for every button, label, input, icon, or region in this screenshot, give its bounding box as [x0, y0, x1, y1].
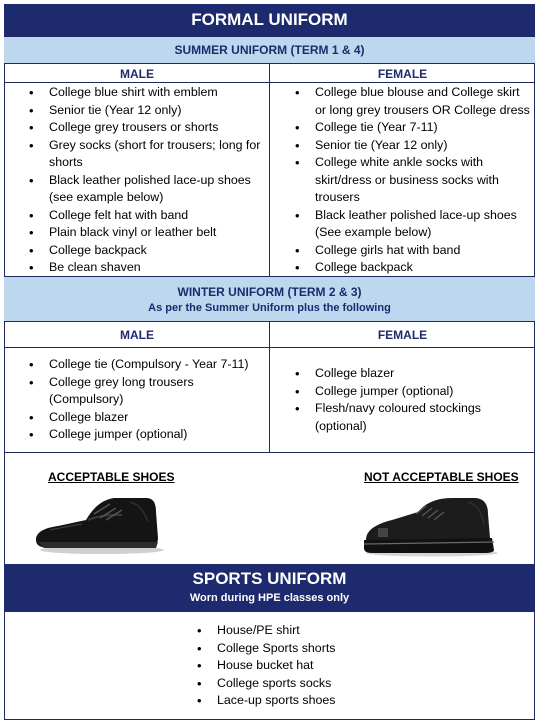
list-item: • College grey long trousers (Compulsory) [49, 374, 265, 409]
winter-female-header: FEMALE [377, 328, 428, 342]
winter-male-list [49, 356, 265, 444]
list-item: • College Sports shorts [217, 640, 417, 658]
list-item: • Flesh/navy coloured stockings (optional) [315, 400, 533, 435]
sports-uniform-subtitle: Worn during HPE classes only [189, 592, 350, 604]
summer-male-header: MALE [120, 67, 154, 81]
list-item: • Senior tie (Year 12 only) [49, 102, 265, 120]
list-item: • Black leather polished lace-up shoes (See example below) [315, 207, 533, 242]
summer-female-list [315, 84, 533, 277]
list-item: • Lace-up sports shoes [217, 692, 417, 710]
list-item: • College blazer [315, 365, 533, 383]
winter-uniform-subtitle: As per the Summer Uniform plus the following [148, 302, 391, 314]
sports-uniform-title: SPORTS UNIFORM [192, 569, 347, 588]
list-item: • College girls hat with band [315, 242, 533, 260]
list-item: • Grey socks (short for trousers; long for shorts [49, 137, 265, 172]
winter-uniform-title: WINTER UNIFORM (TERM 2 & 3) [177, 285, 362, 299]
list-item: • College sports socks [217, 675, 417, 693]
not-acceptable-shoes-label: NOT ACCEPTABLE SHOES [364, 470, 519, 484]
sports-list [217, 622, 417, 710]
canvas-sneaker-icon [356, 490, 502, 558]
formal-uniform-title: FORMAL UNIFORM [4, 4, 535, 36]
winter-female-list [315, 365, 533, 435]
list-item: • Plain black vinyl or leather belt [49, 224, 265, 242]
summer-female-header: FEMALE [377, 67, 428, 81]
list-item: • College grey trousers or shorts [49, 119, 265, 137]
list-item: • House bucket hat [217, 657, 417, 675]
summer-uniform-header: SUMMER UNIFORM (TERM 1 & 4) [4, 36, 535, 64]
list-item: • College blue shirt with emblem [49, 84, 265, 102]
list-item: • Be clean shaven [49, 259, 265, 277]
summer-male-list [49, 84, 265, 277]
list-item: • College felt hat with band [49, 207, 265, 225]
list-item: • House/PE shirt [217, 622, 417, 640]
list-item: • Black leather polished lace-up shoes (see example below) [49, 172, 265, 207]
list-item: • College backpack [315, 259, 533, 277]
list-item: • College jumper (optional) [315, 383, 533, 401]
list-item: • College tie (Compulsory - Year 7-11) [49, 356, 265, 374]
list-item: • Senior tie (Year 12 only) [315, 137, 533, 155]
winter-male-header: MALE [120, 328, 154, 342]
list-item: • College backpack [49, 242, 265, 260]
list-item: • College blue blouse and College skirt or long grey trousers OR College dress [315, 84, 533, 119]
acceptable-shoes-label: ACCEPTABLE SHOES [48, 470, 175, 484]
list-item: • College tie (Year 7-11) [315, 119, 533, 137]
divider [4, 452, 535, 453]
list-item: • College white ankle socks with skirt/dress or business socks with trousers [315, 154, 533, 207]
winter-uniform-header [4, 276, 535, 322]
list-item: • College blazer [49, 409, 265, 427]
divider [269, 64, 270, 276]
sports-uniform-header [4, 564, 535, 612]
leather-school-shoe-icon [30, 488, 170, 556]
divider [269, 322, 270, 452]
list-item: • College jumper (optional) [49, 426, 265, 444]
